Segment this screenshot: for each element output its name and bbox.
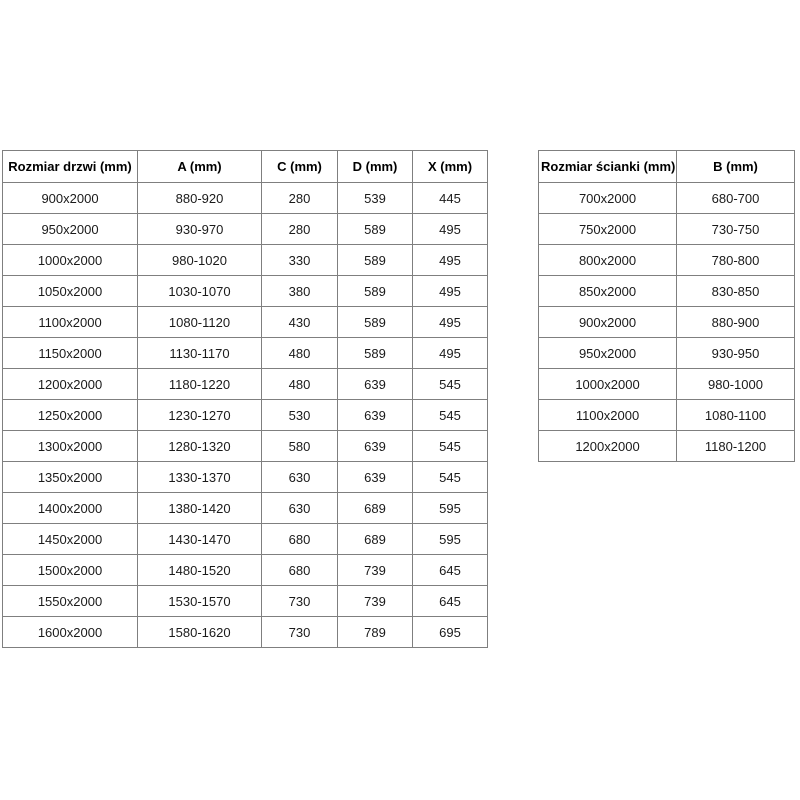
table-cell: 495 [413,245,488,276]
table-cell: 1250x2000 [3,400,138,431]
table-cell: 595 [413,524,488,555]
table-cell: 639 [338,369,413,400]
column-header: D (mm) [338,151,413,183]
table-row [3,524,488,555]
column-header: A (mm) [138,151,262,183]
table-row [3,369,488,400]
table-cell: 680 [262,524,338,555]
table-row [539,338,795,369]
table-cell: 630 [262,462,338,493]
table-cell: 1200x2000 [3,369,138,400]
table-row [539,183,795,214]
table-cell: 1080-1100 [677,400,795,431]
table-row [3,214,488,245]
table-cell: 1180-1220 [138,369,262,400]
table-cell: 545 [413,462,488,493]
table-cell: 980-1000 [677,369,795,400]
table-cell: 1000x2000 [539,369,677,400]
table-cell: 930-970 [138,214,262,245]
table-cell: 595 [413,493,488,524]
table-cell: 1400x2000 [3,493,138,524]
table-row [3,617,488,648]
table-cell: 545 [413,431,488,462]
table-cell: 800x2000 [539,245,677,276]
table-cell: 1550x2000 [3,586,138,617]
table-cell: 850x2000 [539,276,677,307]
table-cell: 739 [338,586,413,617]
table-cell: 639 [338,462,413,493]
table-cell: 1000x2000 [3,245,138,276]
table-cell: 730 [262,617,338,648]
table-cell: 830-850 [677,276,795,307]
table-cell: 680-700 [677,183,795,214]
table-row [539,214,795,245]
table-cell: 1380-1420 [138,493,262,524]
table-cell: 900x2000 [539,307,677,338]
table-cell: 530 [262,400,338,431]
wall-table-body [539,183,795,462]
table-cell: 589 [338,214,413,245]
door-size-table [2,150,488,648]
table-cell: 280 [262,214,338,245]
table-cell: 545 [413,400,488,431]
table-cell: 695 [413,617,488,648]
table-cell: 750x2000 [539,214,677,245]
table-cell: 380 [262,276,338,307]
table-cell: 495 [413,214,488,245]
table-cell: 589 [338,338,413,369]
table-cell: 630 [262,493,338,524]
table-row [539,369,795,400]
table-cell: 1180-1200 [677,431,795,462]
table-row [539,276,795,307]
table-row [3,400,488,431]
table-row [539,400,795,431]
table-row [3,431,488,462]
table-cell: 1130-1170 [138,338,262,369]
table-cell: 739 [338,555,413,586]
table-cell: 495 [413,338,488,369]
table-cell: 700x2000 [539,183,677,214]
table-row [539,245,795,276]
table-row [3,493,488,524]
table-cell: 689 [338,524,413,555]
table-cell: 1150x2000 [3,338,138,369]
column-header: Rozmiar ścianki (mm) [539,151,677,183]
table-cell: 589 [338,245,413,276]
table-cell: 639 [338,431,413,462]
table-cell: 1080-1120 [138,307,262,338]
table-cell: 789 [338,617,413,648]
table-cell: 1050x2000 [3,276,138,307]
table-cell: 639 [338,400,413,431]
table-cell: 645 [413,555,488,586]
table-cell: 1280-1320 [138,431,262,462]
table-cell: 1480-1520 [138,555,262,586]
table-cell: 495 [413,276,488,307]
table-cell: 280 [262,183,338,214]
table-cell: 930-950 [677,338,795,369]
table-cell: 1430-1470 [138,524,262,555]
table-row [3,245,488,276]
table-cell: 480 [262,338,338,369]
table-cell: 589 [338,276,413,307]
table-cell: 495 [413,307,488,338]
column-header: Rozmiar drzwi (mm) [3,151,138,183]
table-cell: 430 [262,307,338,338]
table-cell: 730 [262,586,338,617]
table-cell: 880-920 [138,183,262,214]
table-cell: 480 [262,369,338,400]
door-table-body [3,183,488,648]
table-cell: 900x2000 [3,183,138,214]
table-cell: 1100x2000 [3,307,138,338]
column-header: B (mm) [677,151,795,183]
table-cell: 680 [262,555,338,586]
table-row [3,586,488,617]
table-cell: 330 [262,245,338,276]
table-row [3,338,488,369]
table-cell: 689 [338,493,413,524]
table-cell: 645 [413,586,488,617]
door-table-header-row [3,151,488,183]
table-cell: 589 [338,307,413,338]
table-cell: 880-900 [677,307,795,338]
wall-table-header-row [539,151,795,183]
table-row [539,431,795,462]
table-cell: 539 [338,183,413,214]
table-row [3,555,488,586]
table-cell: 445 [413,183,488,214]
table-cell: 1200x2000 [539,431,677,462]
column-header: C (mm) [262,151,338,183]
table-cell: 1600x2000 [3,617,138,648]
table-cell: 980-1020 [138,245,262,276]
table-cell: 1330-1370 [138,462,262,493]
table-cell: 780-800 [677,245,795,276]
table-cell: 730-750 [677,214,795,245]
table-cell: 1500x2000 [3,555,138,586]
table-cell: 1450x2000 [3,524,138,555]
table-cell: 580 [262,431,338,462]
table-row [3,307,488,338]
table-cell: 1030-1070 [138,276,262,307]
table-cell: 1230-1270 [138,400,262,431]
table-cell: 1100x2000 [539,400,677,431]
column-header: X (mm) [413,151,488,183]
table-cell: 545 [413,369,488,400]
table-cell: 1530-1570 [138,586,262,617]
table-cell: 950x2000 [3,214,138,245]
table-row [3,276,488,307]
table-row [539,307,795,338]
table-cell: 1350x2000 [3,462,138,493]
table-cell: 950x2000 [539,338,677,369]
table-row [3,183,488,214]
table-cell: 1300x2000 [3,431,138,462]
wall-size-table [538,150,795,462]
table-row [3,462,488,493]
table-cell: 1580-1620 [138,617,262,648]
